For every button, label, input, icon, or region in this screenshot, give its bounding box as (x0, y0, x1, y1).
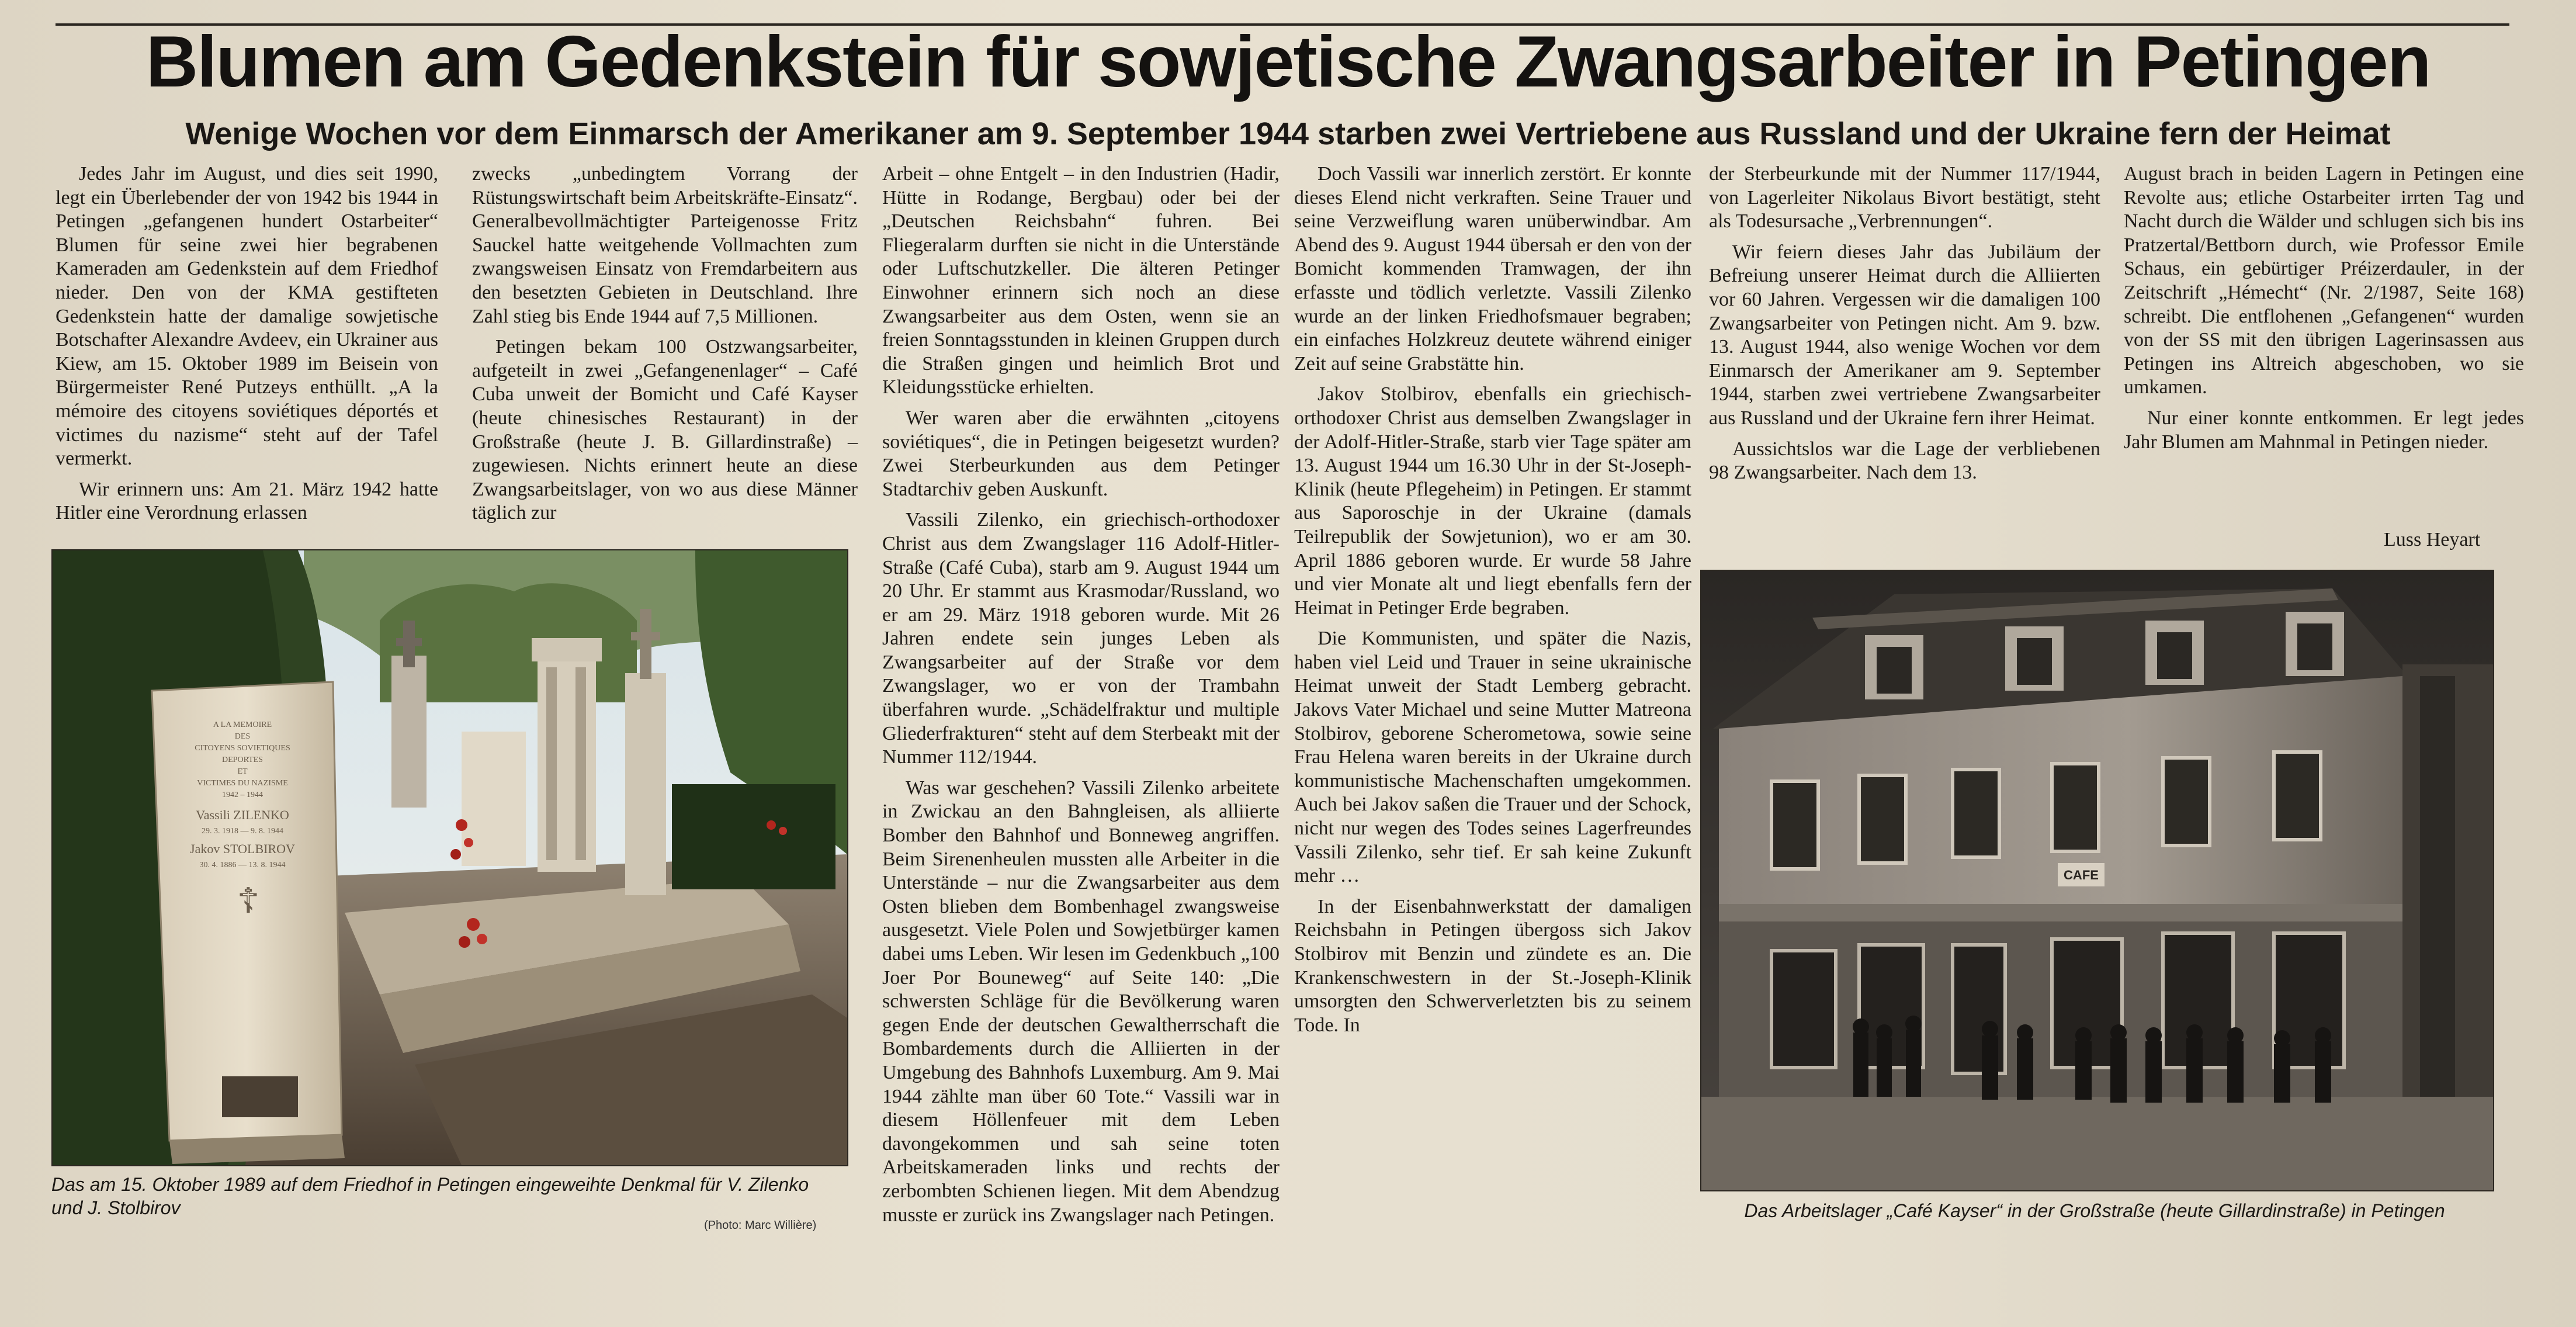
photo-credit: (Photo: Marc Willière) (704, 1219, 817, 1232)
cafe-sign: CAFE (2064, 868, 2099, 882)
stele-line: DEPORTES (222, 756, 263, 764)
cafe-kayser-caption: Das Arbeitslager „Café Kayser“ in der Großstraße (heute Gillardinstraße) in Petingen (1744, 1200, 2445, 1221)
byline: Luss Heyart (2384, 529, 2481, 550)
paragraph: Was war geschehen? Vassili Zilenko arbeitete in Zwickau an den Bahngleisen, als alliierte Bomber den Bahnhof und Bonneweg angriffen. Beim Sirenenheulen mussten alle Arbeiter in die Unterstände – nur die Zwangsarbeiter aus dem Osten blieben dem Bombenhagel zwangsweise ausgesetzt. Viele Polen und Sowjetbürger kamen dabei ums Leben. Wir lesen im Gedenkbuch „100 Joer Por Bouneweg“ auf Seite 140: „Die schwersten Schläge für die Bevölkerung waren gegen Ende der deutschen Gewaltherrschaft die Bombardements durch die Alliierten in der Umgebung des Bahnhofs Luxemburg. Am 9. Mai 1944 zählte man über 60 Tote.“ Vassili war in diesem Höllenfeuer mit dem Leben davongekommen und sah seine toten Arbeitskameraden links und rechts der zerbombten Schienen liegen. Mit dem Abendzug musste er zurück ins Zwangslager nach Petingen. (882, 777, 1280, 1226)
stele-line: DES (234, 732, 251, 741)
paragraph: Aussichtslos war die Lage der verbliebenen 98 Zwangsarbeiter. Nach dem 13. (1709, 438, 2100, 484)
memorial-photo (51, 549, 848, 1166)
headline: Blumen am Gedenkstein für sowjetische Zwangsarbeiter in Petingen (145, 22, 2431, 102)
stele-line: VICTIMES DU NAZISME (197, 779, 288, 788)
memorial-photo-image (53, 550, 847, 1165)
stele-line: 29. 3. 1918 — 9. 8. 1944 (202, 827, 283, 836)
paragraph: Vassili Zilenko, ein griechisch-orthodoxer Christ aus dem Zwangslager 116 Adolf-Hitler-Straße (Café Cuba), starb am 9. August 1944 um 20 Uhr. Er stammt aus Krasmodar/Russland, wo er am 29. März 1918 geboren wurde. Mit 26 Jahren endete sein junges Leben als Zwangsarbeiter auf der Straße vor dem Zwangslager, wo er von der Trambahn überfahren wurde. „Schädelfraktur und multiple Gliederfrakturen“ steht auf dem Sterbeakt mit der Nummer 112/1944. (882, 509, 1280, 768)
paragraph: Wir feiern dieses Jahr das Jubiläum der Befreiung unserer Heimat durch die Alliierten vor 60 Jahren. Vergessen wir die damaligen 100 Zwangsarbeiter von Petingen nicht. Am 9. bzw. 13. August 1944, also wenige Wochen vor dem Einmarsch der Amerikaner am 9. September 1944, starben zwei vertriebene Zwangsarbeiter aus Russland und der Ukraine fern ihrer Heimat. (1709, 241, 2100, 429)
paragraph: der Sterbeurkunde mit der Nummer 117/1944, von Lagerleiter Nikolaus Bivort bestätigt, steht als Todesursache „Verbrennungen“. (1709, 163, 2100, 233)
stele-line: Jakov STOLBIROV (190, 841, 295, 856)
stele-line: Vassili ZILENKO (196, 808, 289, 822)
paragraph: zwecks „unbedingtem Vorrang der Rüstungswirtschaft beim Arbeitskräfte-Einsatz“. Generalbevollmächtigter Parteigenosse Fritz Sauckel hatte weitgehende Vollmachten zum zwangsweisen Einsatz von Fremdarbeitern aus den besetzten Gebieten in Deutschland. Ihre Zahl stieg bis Ende 1944 auf 7,5 Millionen. (472, 163, 858, 327)
orthodox-cross-icon: ☦ (237, 882, 260, 920)
paragraph: August brach in beiden Lagern in Petingen eine Revolte aus; etliche Ostarbeiter irrten Tag und Nacht durch die Wälder und schlugen sich bis ins Pratzertal/Bettborn durch, wie Professor Emile Schaus, ein gebürtiger Préizerdauler, in der Zeitschrift „Hémecht“ (Nr. 2/1987, Seite 168) schreibt. Die entflohenen „Gefangenen“ wurden von der SS mit den übrigen Lagerinsassen aus Petingen ins Altreich abgeschoben, wo sie umkamen. (2124, 163, 2524, 399)
stele-line: A LA MEMOIRE (213, 720, 272, 729)
cafe-kayser-photo (1700, 570, 2494, 1191)
paragraph: Arbeit – ohne Entgelt – in den Industrien (Hadir, Hütte in Rodange, Bergbau) oder bei der „Deutschen Reichsbahn“ fuhren. Bei Fliegeralarm durften sie nicht in die Unterstände oder Luftschutzkeller. Die älteren Petinger Einwohner erinnern sich noch an diese Zwangsarbeiter aus dem Osten, wenn sie an freien Sonntagsstunden in kleinen Gruppen durch die Straßen gingen und heimlich Brot und Kleidungsstücke erhielten. (882, 163, 1280, 399)
paragraph: Wer waren aber die erwähnten „citoyens soviétiques“, die in Petingen beigesetzt wurden? Zwei Sterbeurkunden aus dem Petinger Stadtarchiv geben Auskunft. (882, 407, 1280, 500)
article-column-2 (472, 162, 858, 532)
paragraph: Jakov Stolbirov, ebenfalls ein griechisch-orthodoxer Christ aus demselben Zwangslager in der Adolf-Hitler-Straße, starb vier Tage später am 13. August 1944 um 16.30 Uhr in der St-Joseph-Klinik (heute Pflegeheim) in Petingen. Er stammt aus Saporoschje in der Ukraine (damals Teilrepublik der Sowjetunion), wo er am 30. April 1886 geboren wurde. Er wurde 58 Jahre und vier Monate alt und liegt ebenfalls fern der Heimat in Petinger Erde begraben. (1294, 383, 1691, 619)
cafe-kayser-image (1701, 571, 2493, 1190)
stele-line: 1942 – 1944 (222, 791, 263, 799)
article-column-5 (1709, 162, 2100, 492)
subheadline: Wenige Wochen vor dem Einmarsch der Amerikaner am 9. September 1944 starben zwei Vertriebene aus Russland und der Ukraine fern der Heimat (185, 116, 2391, 151)
paragraph: In der Eisenbahnwerkstatt der damaligen Reichsbahn in Petingen übergoss sich Jakov Stolbirov mit Benzin und zündete es an. Die Krankenschwestern in der St.-Joseph-Klinik umsorgten den Schwerverletzten bis zu seinem Tode. In (1294, 895, 1691, 1036)
stele-line: ET (237, 767, 248, 776)
paragraph: Die Kommunisten, und später die Nazis, haben viel Leid und Trauer in seine ukrainische Heimat unweit der Stadt Lemberg gebracht. Jakovs Vater Michael und seine Mutter Matreona Stolbirov, geborene Scherometowa, sowie seine Frau Helena waren bereits in der Ukraine durch kommunistische Machenschaften umgekommen. Auch bei Jakov saßen die Trauer und der Schock, nicht nur wegen des Todes seines Lagerfreundes Vassili Zilenko, sehr tief. Er sah keine Zukunft mehr … (1294, 628, 1691, 887)
paragraph: Jedes Jahr im August, und dies seit 1990, legt ein Überlebender der von 1942 bis 1944 in Petingen „gefangenen hundert Ostarbeiter“ Blumen für seine zwei hier begrabenen Kameraden am Gedenkstein auf dem Friedhof nieder. Den von der KMA gestifteten Gedenkstein hatte der damalige sowjetische Botschafter Alexandre Avdeev, ein Ukrainer aus Kiew, am 15. Oktober 1989 im Beisein von Bürgermeister René Putzeys enthüllt. „A la mémoire des citoyens soviétiques déportés et victimes du nazisme“ steht auf der Tafel vermerkt. (56, 163, 438, 470)
article-column-3 (882, 162, 1280, 1234)
article-column-6 (2124, 162, 2524, 461)
article-column-4 (1294, 162, 1691, 1044)
paragraph: Petingen bekam 100 Ostzwangsarbeiter, aufgeteilt in zwei „Gefangenenlager“ – Café Cuba unweit der Bomicht und Café Kayser (heute chinesisches Restaurant) in der Großstraße (heute J. B. Gillardinstraße) – zugewiesen. Nichts erinnert heute an diese Zwangsarbeitslager, von wo aus diese Männer täglich zur (472, 336, 858, 524)
article-column-1 (56, 162, 438, 532)
paragraph: Doch Vassili war innerlich zerstört. Er konnte dieses Elend nicht verkraften. Seine Trauer und seine Verzweiflung waren unüberwindbar. Am Abend des 9. August 1944 übersah er den von der Bomicht kommenden Tramwagen, der ihn erfasste und tödlich verletzte. Vassili Zilenko wurde an der linken Friedhofsmauer begraben; ein einfaches Holzkreuz deutete während einiger Zeit auf seine Grabstätte hin. (1294, 163, 1691, 375)
stele-line: 30. 4. 1886 — 13. 8. 1944 (199, 861, 286, 869)
stele-line: CITOYENS SOVIETIQUES (195, 744, 290, 753)
paragraph: Nur einer konnte entkommen. Er legt jedes Jahr Blumen am Mahnmal in Petingen nieder. (2124, 407, 2524, 453)
paragraph: Wir erinnern uns: Am 21. März 1942 hatte Hitler eine Verordnung erlassen (56, 478, 438, 524)
memorial-photo-caption: Das am 15. Oktober 1989 auf dem Friedhof in Petingen eingeweihte Denkmal für V. Zilenko und J. Stolbirov (51, 1174, 809, 1218)
